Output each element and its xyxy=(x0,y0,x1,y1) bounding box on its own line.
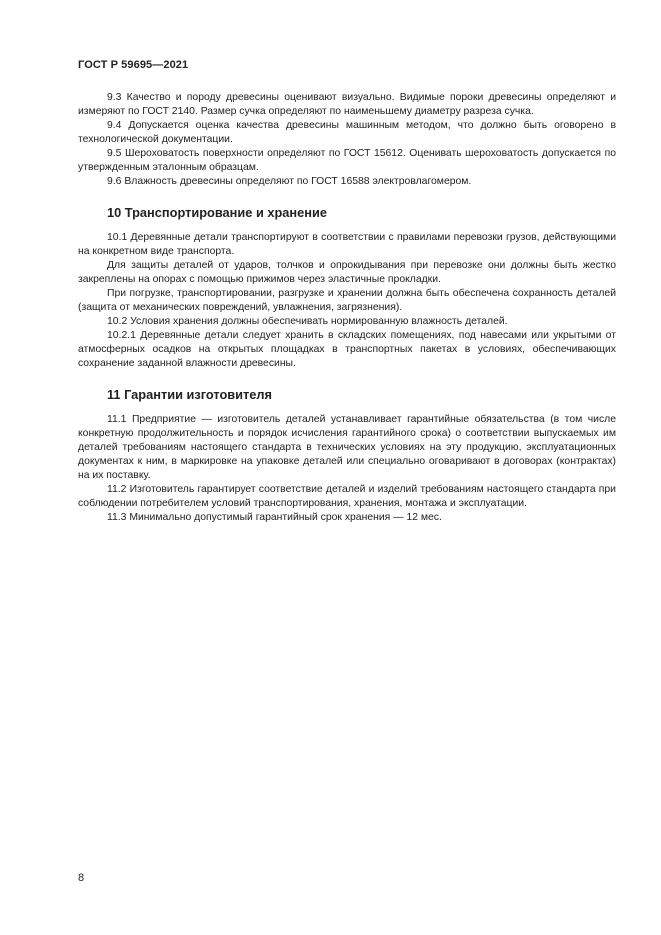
paragraph-11-1: 11.1 Предприятие — изготовитель деталей устанавливает гарантийные обязательства (в том числе конкретную продолжительность и порядок исчисления гарантийного срока) о соответствии выпускаемых им деталей требованиям настоящего стандарта в технических условиях на эту продукцию, эксплуатационных документах к ним, в маркировке на упаковке деталей или специально оговаривают в договорах (контрактах) на их поставку. xyxy=(78,414,616,481)
paragraph-9-6: 9.6 Влажность древесины определяют по ГОСТ 16588 электровлагомером. xyxy=(107,176,472,187)
section-11-title: 11 Гарантии изготовителя xyxy=(107,387,273,402)
paragraph-10-1: 10.1 Деревянные детали транспортируют в соответствии с правилами перевозки грузов, действующими на конкретном виде транспорта. xyxy=(78,232,616,257)
page-number: 8 xyxy=(78,872,85,884)
paragraph-10-2: 10.2 Условия хранения должны обеспечивать нормированную влажность деталей. xyxy=(107,316,508,327)
paragraph-9-4: 9.4 Допускается оценка качества древесины машинным методом, что должно быть оговорено в технологической документации. xyxy=(78,120,616,145)
document-header: ГОСТ Р 59695—2021 xyxy=(78,59,189,71)
paragraph-9-3: 9.3 Качество и породу древесины оценивают визуально. Видимые пороки древесины определяют и измеряют по ГОСТ 2140. Размер сучка определяют по наименьшему диаметру разреза сучка. xyxy=(78,92,616,117)
document-body xyxy=(78,91,616,525)
paragraph-11-3: 11.3 Минимально допустимый гарантийный срок хранения — 12 мес. xyxy=(107,512,442,523)
paragraph-10-1-protection: Для защиты деталей от ударов, толчков и опрокидывания при перевозке они должны быть жестко закреплены на опорах с помощью прижимов через эластичные прокладки. xyxy=(78,260,616,285)
paragraph-11-2: 11.2 Изготовитель гарантирует соответствие деталей и изделий требованиям настоящего стандарта при соблюдении потребителем условий транспортирования, хранения, монтажа и эксплуатации. xyxy=(78,484,616,509)
section-10-title: 10 Транспортирование и хранение xyxy=(107,205,327,220)
paragraph-9-5: 9.5 Шероховатость поверхности определяют по ГОСТ 15612. Оценивать шероховатость допускается по утвержденным эталонным образцам. xyxy=(78,148,616,173)
paragraph-10-1-loading: При погрузке, транспортировании, разгрузке и хранении должна быть обеспечена сохранность деталей (защита от механических повреждений, увлажнения, загрязнения). xyxy=(78,288,616,313)
paragraph-10-2-1: 10.2.1 Деревянные детали следует хранить в складских помещениях, под навесами или укрытыми от атмосферных осадков на открытых площадках в транспортных пакетах в условиях, обеспечивающих сохранение заданной влажности древесины. xyxy=(78,330,616,369)
